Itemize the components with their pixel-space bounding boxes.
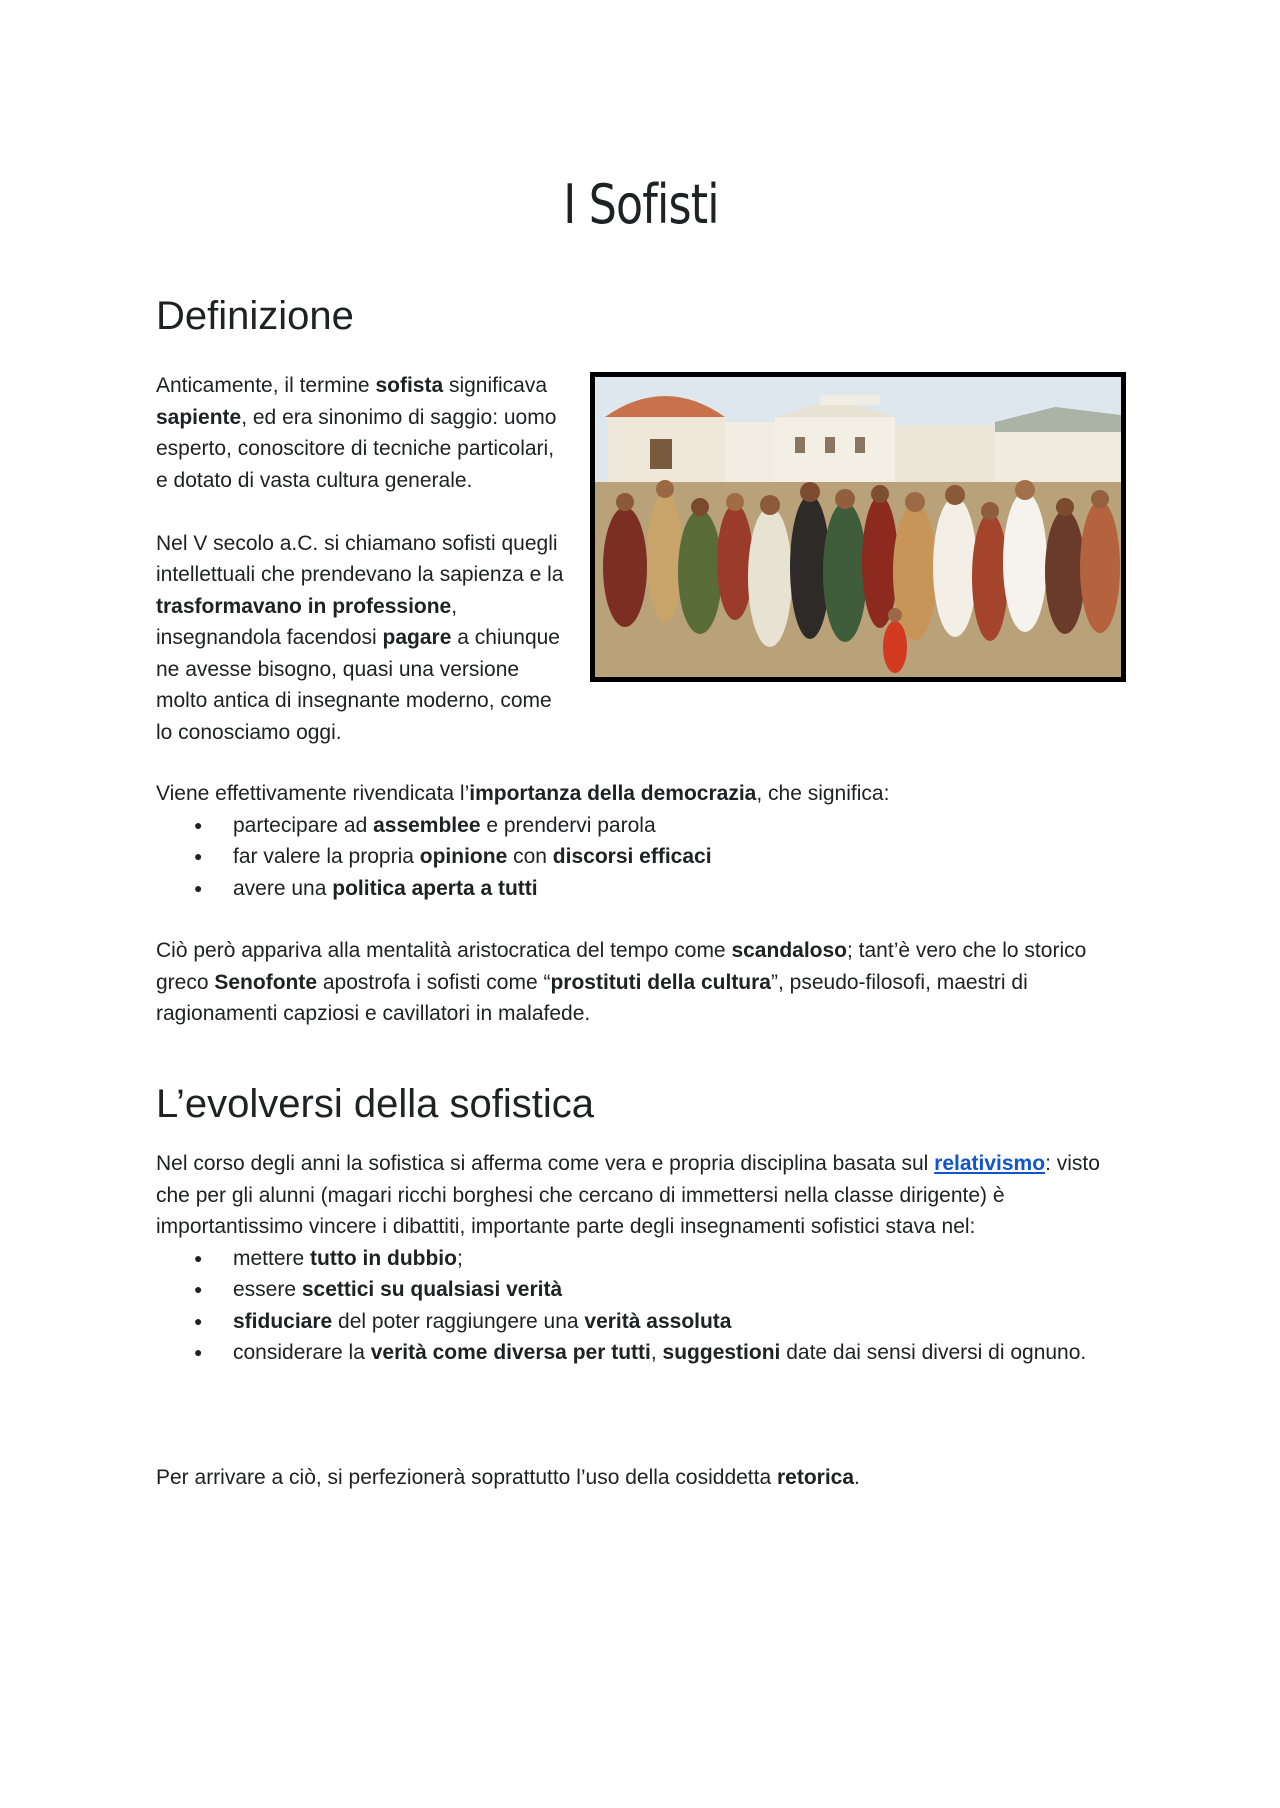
retorica-block [156, 1462, 1126, 1494]
insegnamenti-list [156, 1243, 1126, 1369]
scandalo-block [156, 935, 1126, 1030]
democrazia-block [156, 778, 1126, 904]
list-item: ● far valere la propria opinione con discorsi efficaci [156, 841, 1126, 873]
section-heading-evolversi: L’evolversi della sofistica [156, 1082, 594, 1126]
paragraph-scandalo: Ciò però appariva alla mentalità aristocratica del tempo come scandaloso; tant’è vero che lo storico greco Senofonte apostrofa i sofisti come “prostituti della cultura”, pseudo-filosofi, maestri di ragionamenti capziosi e cavillatori in malafede. [156, 939, 1087, 1025]
paragraph-definizione-1: Anticamente, il termine sofista significava sapiente, ed era sinonimo di saggio: uomo esperto, conoscitore di tecniche particolari, e dotato di vasta cultura generale. [156, 374, 557, 492]
page-title: I Sofisti [563, 173, 719, 236]
agora-painting-image [595, 377, 1121, 677]
democrazia-list [156, 810, 1126, 905]
list-item: ● avere una politica aperta a tutti [156, 873, 1126, 905]
section-heading-definizione: Definizione [156, 294, 354, 338]
list-item: ● sfiduciare del poter raggiungere una verità assoluta [156, 1306, 1126, 1338]
list-item: ● essere scettici su qualsiasi verità [156, 1274, 1126, 1306]
definizione-body [156, 370, 1126, 748]
list-item: ● considerare la verità come diversa per tutti, suggestioni date dai sensi diversi di ognuno. [156, 1337, 1126, 1369]
list-item: ● mettere tutto in dubbio; [156, 1243, 1126, 1275]
relativismo-link[interactable]: relativismo [934, 1152, 1046, 1175]
paragraph-democrazia: Viene effettivamente rivendicata l’importanza della democrazia, che significa: [156, 782, 890, 805]
paragraph-retorica: Per arrivare a ciò, si perfezionerà soprattutto l’uso della cosiddetta retorica. [156, 1466, 860, 1489]
paragraph-definizione-2: Nel V secolo a.C. si chiamano sofisti quegli intellettuali che prendevano la sapienza e la trasformavano in professione, insegnandola facendosi pagare a chiunque ne avesse bisogno, quasi una versione molto antica di insegnante moderno, come lo conosciamo oggi. [156, 531, 564, 744]
list-item: ● partecipare ad assemblee e prendervi parola [156, 810, 1126, 842]
agora-illustration [590, 372, 1126, 682]
paragraph-evolversi-1: Nel corso degli anni la sofistica si afferma come vera e propria disciplina basata sul relativismo: visto che per gli alunni (magari ricchi borghesi che cercano di immettersi nella classe dirigente) è importantissimo vincere i dibattiti, importante parte degli insegnamenti sofistici stava nel: [156, 1152, 1100, 1238]
evolversi-body [156, 1148, 1126, 1369]
